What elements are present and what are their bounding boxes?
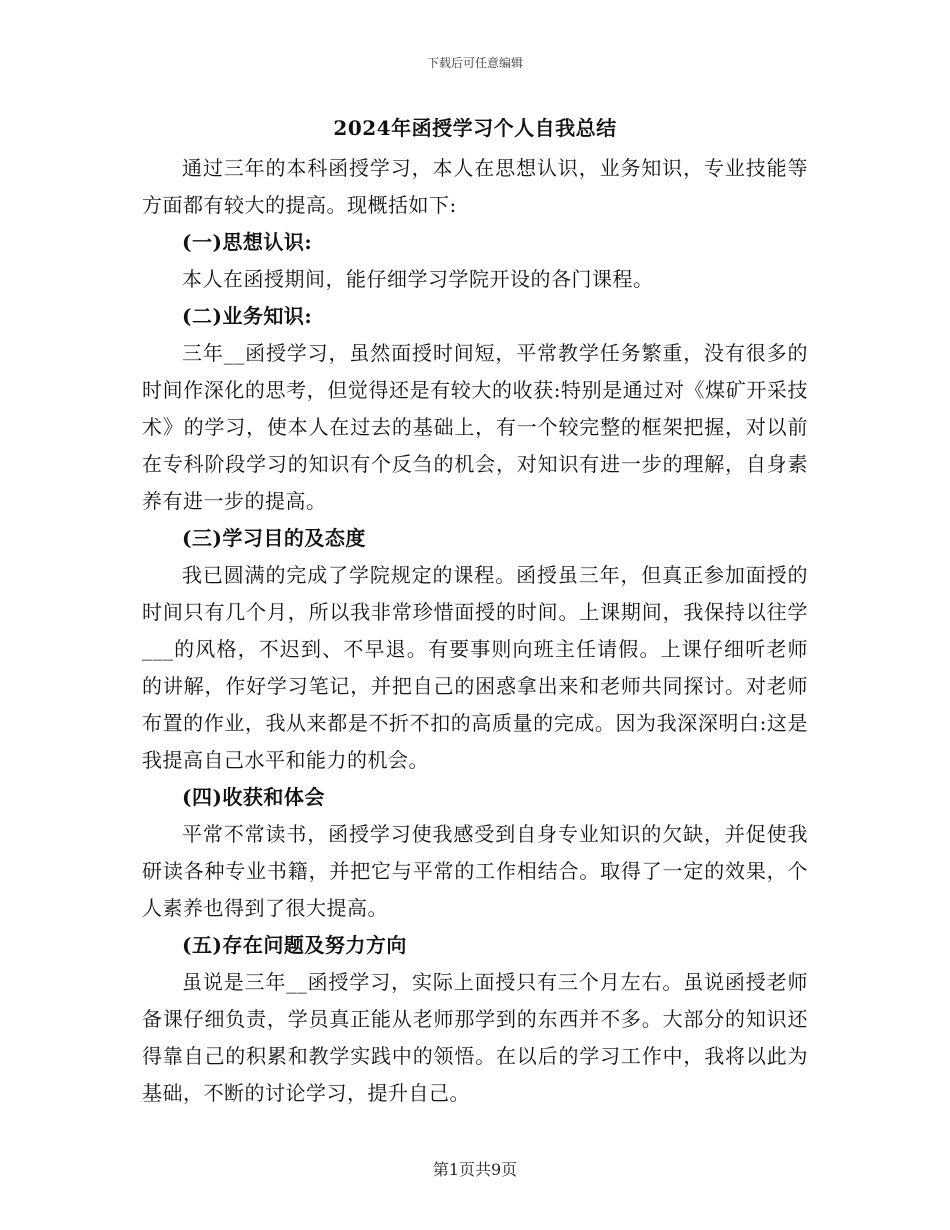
section-heading-5: (五)存在问题及努力方向 — [182, 933, 407, 957]
section-heading-1: (一)思想认识: — [182, 230, 313, 254]
section-body-2: 三年__函授学习，虽然面授时间短，平常教学任务繁重，没有很多的时间作深化的思考，但觉得还是有较大的收获:特别是通过对《煤矿开采技术》的学习，使本人在过去的基础上，有一个较完整的框架把握，对以前在专科阶段学习的知识有个反刍的机会，对知识有进一步的理解，自身素养有进一步的提高。 — [142, 341, 808, 513]
intro-paragraph: 通过三年的本科函授学习，本人在思想认识，业务知识，专业技能等方面都有较大的提高。现概括如下: — [142, 156, 808, 217]
section-body-1: 本人在函授期间，能仔细学习学院开设的各门课程。 — [182, 267, 654, 291]
section-heading-3: (三)学习目的及态度 — [182, 526, 366, 550]
document-title: 2024年函授学习个人自我总结 — [333, 116, 617, 140]
section-heading-2: (二)业务知识: — [182, 304, 313, 328]
page-footer: 第1页共9页 — [432, 1160, 518, 1179]
section-body-5: 虽说是三年__函授学习，实际上面授只有三个月左右。虽说函授老师备课仔细负责，学员真正能从老师那学到的东西并不多。大部分的知识还得靠自己的积累和教学实践中的领悟。在以后的学习工作中，我将以此为基础，不断的讨论学习，提升自己。 — [142, 970, 808, 1105]
document-body — [142, 112, 808, 1112]
section-heading-4: (四)收获和体会 — [182, 785, 325, 809]
section-body-3: 我已圆满的完成了学院规定的课程。函授虽三年，但真正参加面授的时间只有几个月，所以我非常珍惜面授的时间。上课期间，我保持以往学___的风格，不迟到、不早退。有要事则向班主任请假。上课仔细听老师的讲解，作好学习笔记，并把自己的困惑拿出来和老师共同探讨。对老师布置的作业，我从来都是不折不扣的高质量的完成。因为我深深明白:这是我提高自己水平和能力的机会。 — [142, 563, 808, 772]
page-header: 下载后可任意编辑 — [426, 56, 523, 70]
section-body-4: 平常不常读书，函授学习使我感受到自身专业知识的欠缺，并促使我研读各种专业书籍，并把它与平常的工作相结合。取得了一定的效果，个人素养也得到了很大提高。 — [142, 822, 808, 920]
